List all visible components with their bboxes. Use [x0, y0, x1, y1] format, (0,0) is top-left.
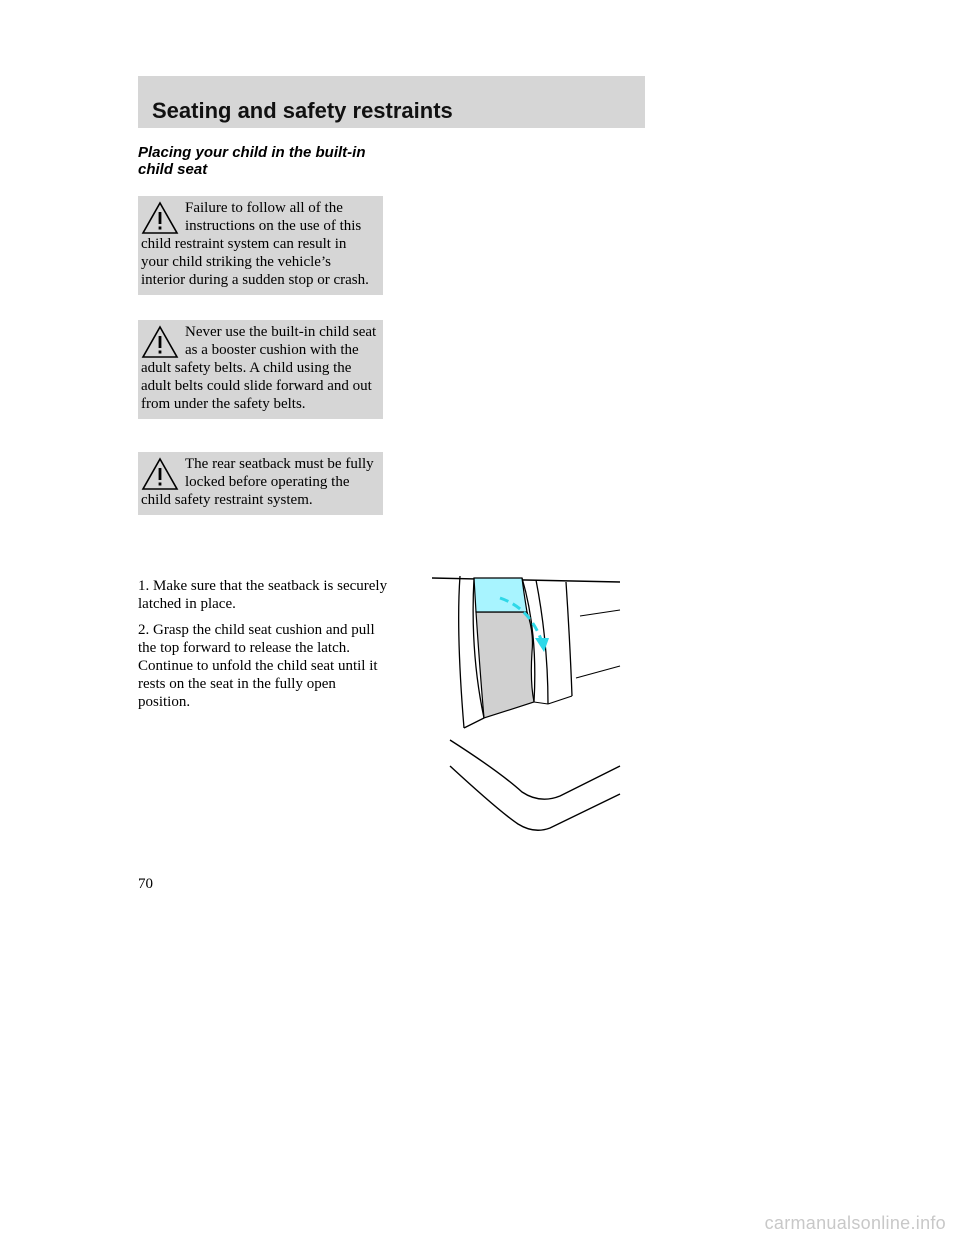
step-2: 2. Grasp the child seat cushion and pull the top forward to release the latch. Continue to unfold the child seat until it rests on the seat in the fully open position. [138, 622, 378, 710]
step-1: 1. Make sure that the seatback is securely latched in place. [138, 578, 388, 612]
section-heading: Placing your child in the built-in child seat [138, 144, 366, 178]
watermark: carmanualsonline.info [764, 1213, 946, 1233]
warning-box-1 [138, 196, 383, 295]
page-number: 70 [138, 876, 153, 892]
warning-triangle-icon [141, 457, 179, 491]
warning-triangle-icon [141, 201, 179, 235]
page-title: Seating and safety restraints [152, 98, 453, 123]
warning-text: The rear seatback must be fully locked before operating the child safety restraint system. [141, 456, 374, 508]
arrow-head [535, 638, 549, 652]
seat-cushion [476, 612, 534, 718]
header-bar [138, 76, 645, 128]
warning-box-2 [138, 320, 383, 419]
warning-text: Failure to follow all of the instructions on the use of this child restraint system can result in your child striking the vehicle’s interior during a sudden stop or crash. [141, 200, 369, 288]
warning-triangle-icon [141, 325, 179, 359]
child-seat-illustration [430, 572, 630, 842]
instruction-steps [138, 577, 388, 719]
warning-box-3 [138, 452, 383, 515]
warning-text: Never use the built-in child seat as a booster cushion with the adult safety belts. A child using the adult belts could slide forward and out from under the safety belts. [141, 324, 377, 412]
